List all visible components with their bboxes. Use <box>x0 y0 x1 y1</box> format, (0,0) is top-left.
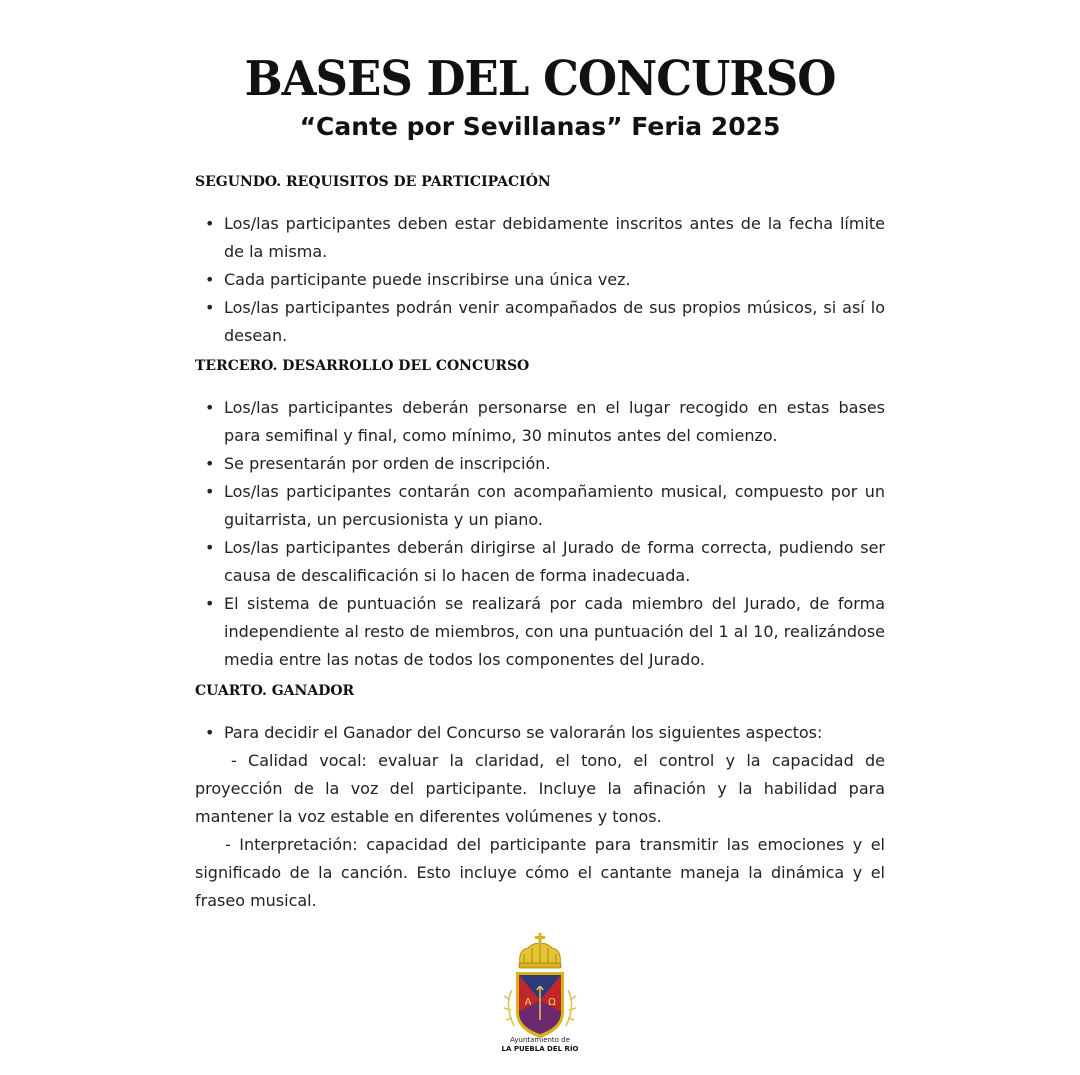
omega-letter: Ω <box>548 997 556 1008</box>
logo-caption-line2: LA PUEBLA DEL RÍO <box>501 1045 579 1053</box>
development-list <box>195 394 885 674</box>
crown-band <box>519 963 561 968</box>
bullet-icon: • <box>205 454 215 473</box>
list-item: • Los/las participantes deben estar debidamente inscritos antes de la fecha límite de la misma. <box>195 210 885 266</box>
list-item: • Cada participante puede inscribirse una única vez. <box>195 266 885 294</box>
bullet-icon: • <box>205 298 215 317</box>
bullet-icon: • <box>205 538 215 557</box>
bullet-icon: • <box>205 482 215 501</box>
criteria-vocal-quality: - Calidad vocal: evaluar la claridad, el tono, el control y la capacidad de proyección de la voz del participante. Incluye la afinación y la habilidad para mantener la voz estable en diferentes volúmenes y tonos. <box>195 751 885 826</box>
bullet-icon: • <box>205 594 215 613</box>
section-heading-segundo: SEGUNDO. REQUISITOS DE PARTICIPACIÓN <box>195 174 551 190</box>
left-branch <box>504 990 514 1026</box>
list-item: • Se presentarán por orden de inscripción. <box>195 450 885 478</box>
list-item: • El sistema de puntuación se realizará por cada miembro del Jurado, de forma independiente al resto de miembros, con una puntuación del 1 al 10, realizándose media entre las notas de todos los componentes del Jurado. <box>195 590 885 674</box>
bullet-icon: • <box>205 214 215 233</box>
list-item: • Los/las participantes contarán con acompañamiento musical, compuesto por un guitarrista, un percusionista y un piano. <box>195 478 885 534</box>
list-item: • Los/las participantes deberán dirigirse al Jurado de forma correcta, pudiendo ser causa de descalificación si lo hacen de forma inadecuada. <box>195 534 885 590</box>
requirements-list <box>195 210 885 350</box>
bullet-icon: • <box>205 270 215 289</box>
list-item: • Los/las participantes deberán personarse en el lugar recogido en estas bases para semifinal y final, como mínimo, 30 minutos antes del comienzo. <box>195 394 885 450</box>
page-title: BASES DEL CONCURSO <box>244 50 836 107</box>
alpha-letter: A <box>524 997 532 1008</box>
bullet-icon: • <box>205 723 215 742</box>
bullet-icon: • <box>205 398 215 417</box>
list-item: • Los/las participantes podrán venir acompañados de sus propios músicos, si así lo desean. <box>195 294 885 350</box>
criteria-interpretation: - Interpretación: capacidad del participante para transmitir las emociones y el significado de la canción. Esto incluye cómo el cantante maneja la dinámica y el fraseo musical. <box>195 835 885 910</box>
page-subtitle: “Cante por Sevillanas” Feria 2025 <box>299 112 781 141</box>
section-heading-tercero: TERCERO. DESARROLLO DEL CONCURSO <box>195 358 530 374</box>
document-body <box>195 168 885 915</box>
right-branch <box>566 990 576 1026</box>
logo-caption-line1: Ayuntamiento de <box>510 1036 570 1044</box>
winner-list <box>195 719 885 747</box>
list-item: • Para decidir el Ganador del Concurso se valorarán los siguientes aspectos: <box>195 719 885 747</box>
section-heading-cuarto: CUARTO. GANADOR <box>195 683 355 699</box>
